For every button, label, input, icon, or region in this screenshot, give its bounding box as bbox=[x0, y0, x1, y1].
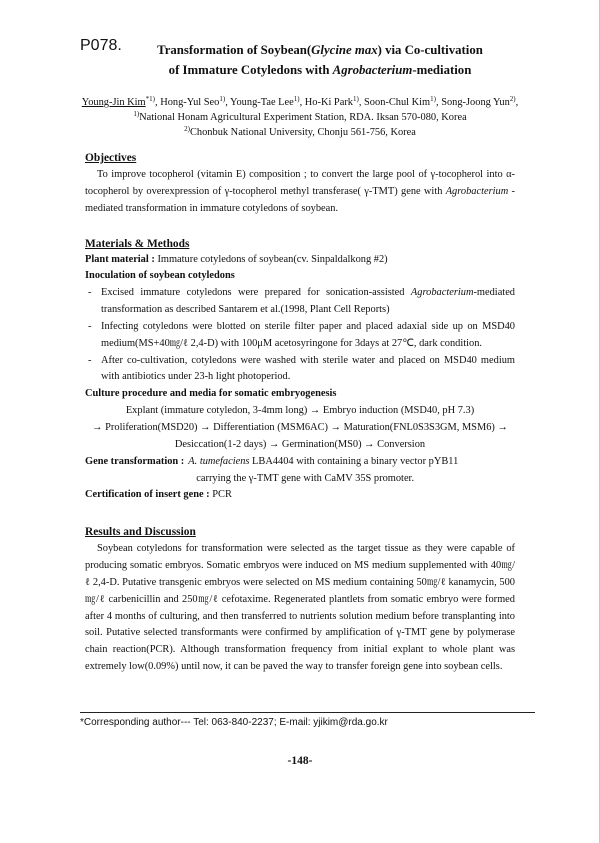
inoculation-steps bbox=[85, 285, 515, 386]
affiliation-1: $^{1)}$National Honam Agricultural Experiment Station, RDA. Iksan 570-080, Korea bbox=[133, 110, 467, 123]
methods-heading: Materials & Methods bbox=[85, 237, 190, 250]
culture-flow-3: Desiccation(1-2 days) → Germination(MS0) → Conversion bbox=[174, 438, 426, 450]
affiliation-2: $^{2)}$Chonbuk National University, Chonju 561-756, Korea bbox=[184, 125, 416, 138]
author-list: Young-Jin Kim$^{*1)}$, Hong-Yul Seo$^{1)}$, Young-Tae Lee$^{1)}$, Ho-Ki Park$^{1)}$, Soon-Chul Kim$^{1)}$, Song-Joong Yun$^{2)}$, bbox=[81, 95, 519, 108]
title-line-1: Transformation of Soybean(Glycine max) via Co-cultivation bbox=[157, 43, 483, 57]
author-block bbox=[60, 95, 540, 140]
plant-material: Plant material : Immature cotyledons of soybean(cv. Sinpaldalkong #2) bbox=[85, 253, 388, 265]
abstract-code: P078. bbox=[80, 37, 122, 54]
objectives-heading: Objectives bbox=[85, 152, 137, 164]
results-text: Soybean cotyledons for transformation were selected as the target tissue as they were capable of producing somatic embryos. Somatic embryos were induced on MS medium supplemented with 40㎎/ℓ 2,4-D. Putative transgenic embryos were selected on MS medium containing 50㎎/ℓ kanamycin, 500㎎/ℓ carbenicillin and 250㎎/ℓ cefotaxime. Regenerated plantlets from somatic embryo were formed after 4 months of culturing, and then transferred to nutrients solution medium before transplanting into soil. Putative selected transformants were confirmed by amplification of γ-TMT gene by polymerase chain reaction(PCR). Although transformation frequency from initial explant to whole plant was extremely low(0.09%) until now, it can be paved the way to transfer foreign gene into soybean cells. bbox=[85, 543, 515, 673]
culture-heading: Culture procedure and media for somatic embryogenesis bbox=[85, 388, 337, 400]
objectives-text: To improve tocopherol (vitamin E) composition ; to convert the large pool of γ-tocopherol into α-tocopherol by overexpression of γ-tocopherol methyl transferase( γ-TMT) gene with Agrobacterium -mediated transformation in immature cotyledons of soybean. bbox=[85, 169, 515, 214]
corresponding-footnote: *Corresponding author--- Tel: 063-840-2237; E-mail: yjikim@rda.go.kr bbox=[80, 717, 388, 728]
list-item: - Excised immature cotyledons were prepared for sonication-assisted Agrobacterium-mediated transformation as described Santarem et al.(1998, Plant Cell Reports) bbox=[85, 285, 515, 319]
culture-flow-1: Explant (immature cotyledon, 3-4mm long) → Embryo induction (MSD40, pH 7.3) bbox=[125, 405, 475, 417]
insert-certification: Certification of insert gene : PCR bbox=[85, 489, 232, 501]
results-heading: Results and Discussion bbox=[85, 526, 196, 539]
inoculation-heading: Inoculation of soybean cotyledons bbox=[85, 270, 235, 282]
footnote-divider bbox=[80, 712, 535, 713]
gene-transformation: Gene transformation : A. tumefaciens LBA4404 with containing a binary vector pYB11 carrying the γ-TMT gene with CaMV 35S promoter. bbox=[85, 455, 459, 484]
corresponding-author: Young-Jin Kim bbox=[81, 97, 146, 108]
page-number: -148- bbox=[287, 755, 313, 767]
culture-flow-2: → Proliferation(MSD20) → Differentiation (MSM6AC) → Maturation(FNL0S3S3GM, MSM6) → bbox=[92, 421, 508, 433]
title-line-2: of Immature Cotyledons with Agrobacterium-mediation bbox=[168, 63, 472, 77]
abstract-body bbox=[85, 150, 515, 676]
list-item: - After co-cultivation, cotyledons were washed with sterile water and placed on MSD40 medium with antibiotics under 23-h light photoperiod. bbox=[85, 353, 515, 387]
abstract-title bbox=[140, 40, 500, 80]
list-item: - Infecting cotyledons were blotted on sterile filter paper and placed adaxial side up on MSD40 medium(MS+40㎎/ℓ 2,4-D) with 100μM acetosyringone for 3days at 27℃, dark condition. bbox=[85, 319, 515, 353]
